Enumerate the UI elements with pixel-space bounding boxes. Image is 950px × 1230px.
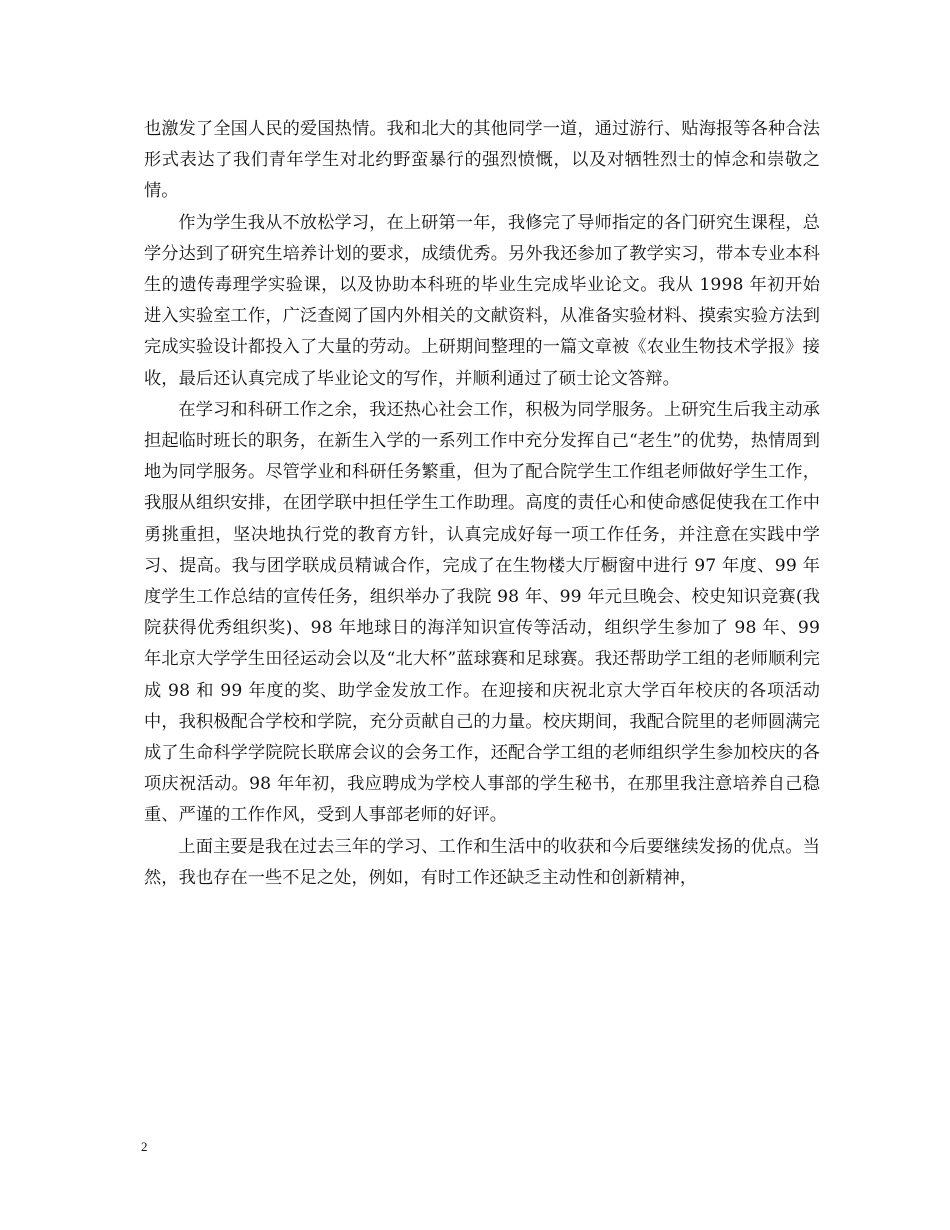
paragraph-study: 作为学生我从不放松学习，在上研第一年，我修完了导师指定的各门研究生课程，总学分达到了研究生培养计划的要求，成绩优秀。另外我还参加了教学实习，带本专业本科生的遗传毒理学实验课，以及协助本科班的毕业生完成毕业论文。我从 1998 年初开始进入实验室工作，广泛查阅了国内外相关的文献资料，从准备实验材料、摸索实验方法到完成实验设计都投入了大量的劳动。上研期间整理的一篇文章被《农业生物技术学报》接收，最后还认真完成了毕业论文的写作，并顺利通过了硕士论文答辩。 (144, 212, 820, 389)
paragraph-social-work: 在学习和科研工作之余，我还热心社会工作，积极为同学服务。上研究生后我主动承担起临时班长的职务，在新生入学的一系列工作中充分发挥自己“老生”的优势，热情周到地为同学服务。尽管学业和科研任务繁重，但为了配合院学生工作组老师做好学生工作，我服从组织安排，在团学联中担任学生工作助理。高度的责任心和使命感促使我在工作中勇挑重担，坚决地执行党的教育方针，认真完成好每一项工作任务，并注意在实践中学习、提高。我与团学联成员精诚合作，完成了在生物楼大厅橱窗中进行 97 年度、99 年度学生工作总结的宣传任务，组织举办了我院 98 年、99 年元旦晚会、校史知识竞赛(我院获得优秀组织奖)、98 年地球日的海洋知识宣传等活动，组织学生参加了 98 年、99 年北京大学学生田径运动会以及“北大杯”蓝球赛和足球赛。我还帮助学工组的老师顺利完成 98 和 99 年度的奖、助学金发放工作。在迎接和庆祝北京大学百年校庆的各项活动中，我积极配合学校和学院，充分贡献自己的力量。校庆期间，我配合院里的老师圆满完成了生命科学学院院长联席会议的会务工作，还配合学工组的老师组织学生参加校庆的各项庆祝活动。98 年年初，我应聘成为学校人事部的学生秘书，在那里我注意培养自己稳重、严谨的工作作风，受到人事部老师的好评。 (144, 399, 820, 826)
paragraph-summary: 上面主要是我在过去三年的学习、工作和生活中的收获和今后要继续发扬的优点。当然，我也存在一些不足之处，例如，有时工作还缺乏主动性和创新精神， (144, 836, 820, 888)
body-text (144, 114, 820, 894)
page-number: 2 (141, 1139, 148, 1154)
paragraph-continuation: 也激发了全国人民的爱国热情。我和北大的其他同学一道，通过游行、贴海报等各种合法形式表达了我们青年学生对北约野蛮暴行的强烈愤慨，以及对牺牲烈士的悼念和崇敬之情。 (144, 119, 820, 202)
